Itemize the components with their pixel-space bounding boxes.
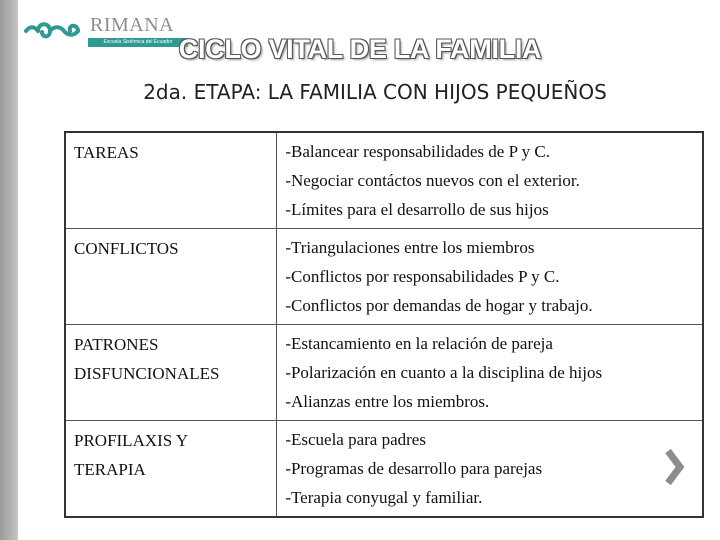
row-label-cell bbox=[65, 229, 277, 325]
logo-name: RIMANA bbox=[90, 14, 175, 36]
stage-table bbox=[64, 131, 704, 518]
slide-title: CICLO VITAL DE LA FAMILIA bbox=[178, 34, 542, 64]
row-item: -Programas de desarrollo para parejas bbox=[285, 459, 543, 478]
row-items-cell bbox=[277, 325, 703, 421]
row-item: -Conflictos por demandas de hogar y trabajo. bbox=[285, 296, 593, 315]
table-row bbox=[65, 229, 703, 325]
logo-tagline: Escuela Sistémica del Ecuador bbox=[88, 38, 188, 47]
row-item: -Polarización en cuanto a la disciplina de hijos bbox=[285, 363, 603, 382]
chevron-right-icon bbox=[664, 447, 686, 487]
next-slide-button[interactable] bbox=[664, 447, 686, 487]
row-label: PATRONES bbox=[74, 335, 159, 354]
row-item: -Estancamiento en la relación de pareja bbox=[285, 334, 553, 353]
table-row bbox=[65, 421, 703, 518]
table-row bbox=[65, 132, 703, 229]
row-item: -Límites para el desarrollo de sus hijos bbox=[285, 200, 549, 219]
row-label-cell bbox=[65, 421, 277, 518]
row-items-cell bbox=[277, 132, 703, 229]
row-item: -Triangulaciones entre los miembros bbox=[285, 238, 535, 257]
row-item: -Negociar contáctos nuevos con el exterior. bbox=[285, 171, 580, 190]
table-row bbox=[65, 325, 703, 421]
row-label: PROFILAXIS Y bbox=[74, 431, 189, 450]
row-label: CONFLICTOS bbox=[74, 239, 179, 258]
row-items-cell bbox=[277, 421, 703, 518]
row-label: DISFUNCIONALES bbox=[74, 364, 220, 383]
row-item: -Alianzas entre los miembros. bbox=[285, 392, 490, 411]
row-label: TAREAS bbox=[74, 143, 139, 162]
row-item: -Conflictos por responsabilidades P y C. bbox=[285, 267, 560, 286]
row-item: -Terapia conyugal y familiar. bbox=[285, 488, 483, 507]
row-item: -Escuela para padres bbox=[285, 430, 426, 449]
row-label: TERAPIA bbox=[74, 460, 146, 479]
row-items-cell bbox=[277, 229, 703, 325]
slide-subtitle: 2da. ETAPA: LA FAMILIA CON HIJOS PEQUEÑOS bbox=[143, 80, 607, 104]
row-item: -Balancear responsabilidades de P y C. bbox=[285, 142, 550, 161]
row-label-cell bbox=[65, 325, 277, 421]
row-label-cell bbox=[65, 132, 277, 229]
